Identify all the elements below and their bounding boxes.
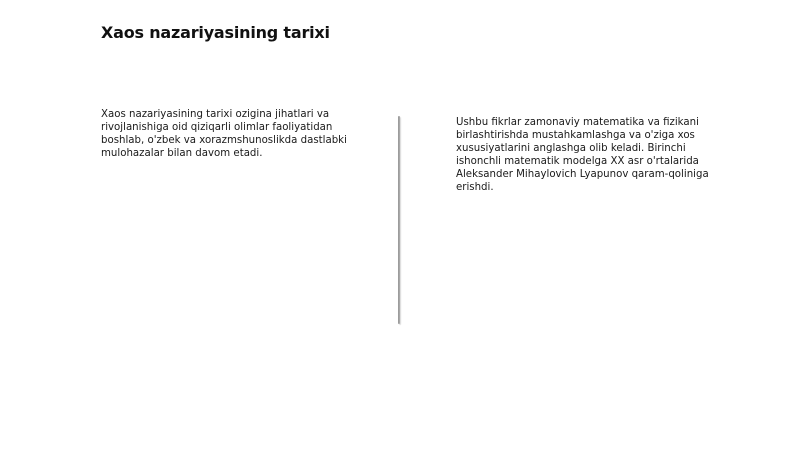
left-column-text: Xaos nazariyasining tarixi ozigina jihatlari va rivojlanishiga oid qiziqarli olimlar faoliyatidan boshlab, o'zbek va xorazmshunoslikda dastlabki mulohazalar bilan davom etadi. — [101, 109, 347, 159]
right-column-text: Ushbu fikrlar zamonaviy matematika va fizikani birlashtirishda mustahkamlashga va o'ziga xos xususiyatlarini anglashga olib keladi. Birinchi ishonchli matematik modelga XX asr o'rtalarida Aleksander Mihaylovich Lyapunov qaram-qoliniga erishdi. — [456, 117, 709, 193]
slide-title: Xaos nazariyasining tarixi — [101, 23, 330, 42]
vertical-divider — [398, 116, 400, 324]
